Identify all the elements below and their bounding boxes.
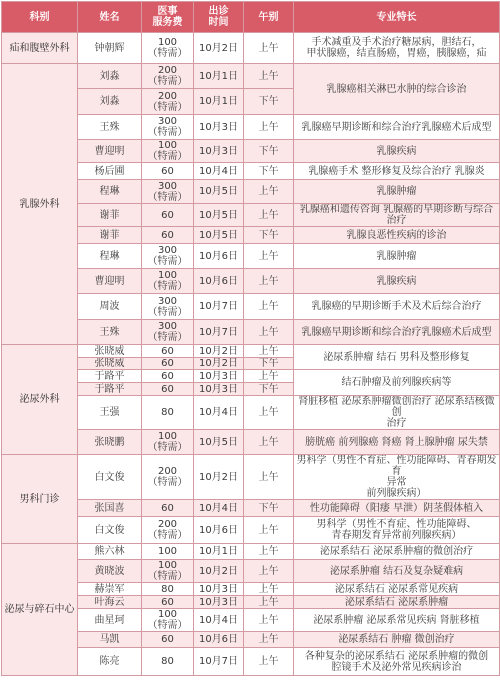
half-day-cell: 下午 xyxy=(244,140,294,163)
header-half: 午别 xyxy=(244,2,294,33)
fee-cell: 100 （特需） xyxy=(142,609,194,632)
doctor-name-cell: 谢菲 xyxy=(78,227,142,244)
fee-cell: 60 xyxy=(142,500,194,517)
fee-cell: 60 xyxy=(142,596,194,609)
date-cell: 10月2日 xyxy=(194,455,244,500)
doctor-name-cell: 杨后圃 xyxy=(78,163,142,180)
doctor-name-cell: 白文俊 xyxy=(78,517,142,544)
fee-cell: 60 xyxy=(142,345,194,358)
half-day-cell: 上午 xyxy=(244,204,294,227)
doctor-name-cell: 张晓威 xyxy=(78,345,142,358)
date-cell: 10月4日 xyxy=(194,500,244,517)
fee-cell: 300 （特需） xyxy=(142,180,194,204)
header-date: 出诊 时间 xyxy=(194,2,244,33)
fee-cell: 100 （特需） xyxy=(142,140,194,163)
specialty-cell: 膀胱癌 前列腺癌 肾癌 肾上腺肿瘤 尿失禁 xyxy=(294,430,500,455)
half-day-cell: 上午 xyxy=(244,345,294,358)
doctor-name-cell: 曹迎明 xyxy=(78,140,142,163)
specialty-cell: 泌尿系结石 泌尿系肿瘤 xyxy=(294,596,500,609)
date-cell: 10月2日 xyxy=(194,358,244,370)
specialty-cell: 肾脏移植 泌尿系肿瘤微创治疗 泌尿系结核微创 治疗 xyxy=(294,396,500,430)
half-day-cell: 下午 xyxy=(244,383,294,396)
doctor-name-cell: 陈亮 xyxy=(78,648,142,676)
fee-cell: 300 （特需） xyxy=(142,320,194,345)
date-cell: 10月7日 xyxy=(194,294,244,320)
fee-cell: 300 （特需） xyxy=(142,115,194,140)
fee-cell: 100 （特需） xyxy=(142,33,194,64)
specialty-cell: 乳腺肿瘤 xyxy=(294,244,500,269)
half-day-cell: 上午 xyxy=(244,269,294,294)
doctor-name-cell: 王殊 xyxy=(78,320,142,345)
half-day-cell: 上午 xyxy=(244,560,294,583)
doctor-name-cell: 王殊 xyxy=(78,115,142,140)
fee-cell: 80 xyxy=(142,648,194,676)
half-day-cell: 上午 xyxy=(244,632,294,648)
fee-cell: 80 xyxy=(142,396,194,430)
date-cell: 10月2日 xyxy=(194,33,244,64)
date-cell: 10月3日 xyxy=(194,583,244,596)
date-cell: 10月4日 xyxy=(194,396,244,430)
doctor-name-cell: 张晓威 xyxy=(78,358,142,370)
half-day-cell: 下午 xyxy=(244,500,294,517)
doctor-name-cell: 赫崇军 xyxy=(78,583,142,596)
date-cell: 10月5日 xyxy=(194,430,244,455)
fee-cell: 200 （特需） xyxy=(142,64,194,89)
fee-cell: 60 xyxy=(142,227,194,244)
table-row xyxy=(2,345,500,358)
doctor-name-cell: 张晓鹏 xyxy=(78,430,142,455)
specialty-cell: 泌尿系肿瘤 结石 男科及整形修复 xyxy=(294,345,500,370)
fee-cell: 300 （特需） xyxy=(142,294,194,320)
specialty-cell: 泌尿系结石 肿瘤 微创治疗 xyxy=(294,632,500,648)
fee-cell: 100 xyxy=(142,544,194,560)
doctor-name-cell: 于路平 xyxy=(78,383,142,396)
half-day-cell: 上午 xyxy=(244,64,294,89)
specialty-cell: 泌尿系肿瘤 泌尿系常见疾病 肾脏移植 xyxy=(294,609,500,632)
date-cell: 10月6日 xyxy=(194,632,244,648)
doctor-name-cell: 白文俊 xyxy=(78,455,142,500)
doctor-name-cell: 周波 xyxy=(78,294,142,320)
half-day-cell: 上午 xyxy=(244,648,294,676)
half-day-cell: 上午 xyxy=(244,596,294,609)
table-row xyxy=(2,33,500,64)
date-cell: 10月3日 xyxy=(194,370,244,383)
doctor-name-cell: 马凯 xyxy=(78,632,142,648)
specialty-cell: 男科学（男性不育症、性功能障碍、青春期发育 异常 前列腺疾病） xyxy=(294,455,500,500)
doctor-name-cell: 叶海云 xyxy=(78,596,142,609)
half-day-cell: 下午 xyxy=(244,358,294,370)
specialty-cell: 乳腺癌早期诊断和综合治疗乳腺癌术后成型 xyxy=(294,320,500,345)
fee-cell: 100 （特需） xyxy=(142,269,194,294)
fee-cell: 60 xyxy=(142,383,194,396)
specialty-cell: 乳腺癌手术 整形修复及综合治疗 乳腺炎 xyxy=(294,163,500,180)
half-day-cell: 下午 xyxy=(244,227,294,244)
half-day-cell: 上午 xyxy=(244,244,294,269)
doctor-name-cell: 程琳 xyxy=(78,180,142,204)
half-day-cell: 下午 xyxy=(244,89,294,115)
dept-cell: 乳腺外科 xyxy=(2,64,78,345)
half-day-cell: 上午 xyxy=(244,583,294,596)
half-day-cell: 上午 xyxy=(244,396,294,430)
doctor-name-cell: 于路平 xyxy=(78,370,142,383)
half-day-cell: 上午 xyxy=(244,517,294,544)
fee-cell: 60 xyxy=(142,204,194,227)
specialty-cell: 泌尿系肿瘤 结石及复杂疑难病 xyxy=(294,560,500,583)
table-row xyxy=(2,455,500,500)
date-cell: 10月3日 xyxy=(194,140,244,163)
doctor-name-cell: 曹迎明 xyxy=(78,269,142,294)
half-day-cell: 上午 xyxy=(244,294,294,320)
date-cell: 10月5日 xyxy=(194,204,244,227)
fee-cell: 60 xyxy=(142,632,194,648)
dept-cell: 泌尿外科 xyxy=(2,345,78,455)
specialty-cell: 乳腺癌相关淋巴水肿的综合诊治 xyxy=(294,64,500,115)
specialty-cell: 乳腺良恶性疾病的诊治 xyxy=(294,227,500,244)
half-day-cell: 上午 xyxy=(244,115,294,140)
date-cell: 10月2日 xyxy=(194,560,244,583)
specialty-cell: 结石肿瘤及前列腺疾病等 xyxy=(294,370,500,396)
date-cell: 10月6日 xyxy=(194,269,244,294)
date-cell: 10月6日 xyxy=(194,244,244,269)
half-day-cell: 上午 xyxy=(244,544,294,560)
specialty-cell: 乳腺疾病 xyxy=(294,269,500,294)
header-spec: 专业特长 xyxy=(294,2,500,33)
doctor-name-cell: 王强 xyxy=(78,396,142,430)
header-dept: 科别 xyxy=(2,2,78,33)
fee-cell: 60 xyxy=(142,358,194,370)
fee-cell: 100 （特需） xyxy=(142,430,194,455)
specialty-cell: 泌尿系结石 泌尿系常见疾病 xyxy=(294,583,500,596)
doctor-name-cell: 刘淼 xyxy=(78,89,142,115)
dept-cell: 泌尿与碎石中心 xyxy=(2,544,78,676)
doctor-name-cell: 曲星珂 xyxy=(78,609,142,632)
date-cell: 10月6日 xyxy=(194,517,244,544)
header-row xyxy=(2,2,500,33)
specialty-cell: 性功能障碍（阳痿 早泄）阴茎假体植入 xyxy=(294,500,500,517)
half-day-cell: 下午 xyxy=(244,163,294,180)
half-day-cell: 上午 xyxy=(244,455,294,500)
date-cell: 10月5日 xyxy=(194,227,244,244)
half-day-cell: 上午 xyxy=(244,33,294,64)
clinic-schedule-table xyxy=(1,1,500,676)
specialty-cell: 乳腺肿瘤 xyxy=(294,180,500,204)
specialty-cell: 手术减重及手术治疗糖尿病，胆结石， 甲状腺癌，结直肠癌，胃癌，胰腺癌，疝 xyxy=(294,33,500,64)
doctor-name-cell: 程琳 xyxy=(78,244,142,269)
date-cell: 10月3日 xyxy=(194,115,244,140)
table-row xyxy=(2,64,500,89)
specialty-cell: 各种复杂的泌尿系结石 泌尿系肿瘤的微创 腔镜手术及泌外常见疾病诊治 xyxy=(294,648,500,676)
dept-cell: 疝和腹壁外科 xyxy=(2,33,78,64)
half-day-cell: 上午 xyxy=(244,609,294,632)
fee-cell: 300 （特需） xyxy=(142,244,194,269)
fee-cell: 200 （特需） xyxy=(142,455,194,500)
half-day-cell: 上午 xyxy=(244,180,294,204)
doctor-name-cell: 熊六林 xyxy=(78,544,142,560)
doctor-name-cell: 谢菲 xyxy=(78,204,142,227)
specialty-cell: 泌尿系结石 泌尿系肿瘤的微创治疗 xyxy=(294,544,500,560)
date-cell: 10月1日 xyxy=(194,544,244,560)
date-cell: 10月3日 xyxy=(194,383,244,396)
table-row xyxy=(2,544,500,560)
specialty-cell: 乳腺癌和遗传咨询 乳腺癌的早期诊断与综合治疗 xyxy=(294,204,500,227)
date-cell: 10月1日 xyxy=(194,89,244,115)
date-cell: 10月2日 xyxy=(194,345,244,358)
fee-cell: 60 xyxy=(142,370,194,383)
fee-cell: 200 （特需） xyxy=(142,89,194,115)
date-cell: 10月7日 xyxy=(194,648,244,676)
header-name: 姓名 xyxy=(78,2,142,33)
date-cell: 10月7日 xyxy=(194,320,244,345)
doctor-name-cell: 黄晓波 xyxy=(78,560,142,583)
half-day-cell: 上午 xyxy=(244,430,294,455)
specialty-cell: 乳腺癌早期诊断和综合治疗乳腺癌术后成型 xyxy=(294,115,500,140)
fee-cell: 100 （特需） xyxy=(142,560,194,583)
specialty-cell: 乳腺癌的早期诊断手术及术后综合治疗 xyxy=(294,294,500,320)
date-cell: 10月5日 xyxy=(194,180,244,204)
specialty-cell: 乳腺疾病 xyxy=(294,140,500,163)
fee-cell: 80 xyxy=(142,583,194,596)
doctor-name-cell: 张国喜 xyxy=(78,500,142,517)
date-cell: 10月1日 xyxy=(194,64,244,89)
date-cell: 10月4日 xyxy=(194,163,244,180)
half-day-cell: 上午 xyxy=(244,320,294,345)
dept-cell: 男科门诊 xyxy=(2,455,78,544)
date-cell: 10月4日 xyxy=(194,609,244,632)
fee-cell: 60 xyxy=(142,163,194,180)
specialty-cell: 男科学（男性不育症、性功能障碍、 青春期发育异常前列腺疾病） xyxy=(294,517,500,544)
fee-cell: 200 （特需） xyxy=(142,517,194,544)
header-fee: 医事 服务费 xyxy=(142,2,194,33)
date-cell: 10月3日 xyxy=(194,596,244,609)
doctor-name-cell: 刘淼 xyxy=(78,64,142,89)
half-day-cell: 上午 xyxy=(244,370,294,383)
doctor-name-cell: 钟朝辉 xyxy=(78,33,142,64)
